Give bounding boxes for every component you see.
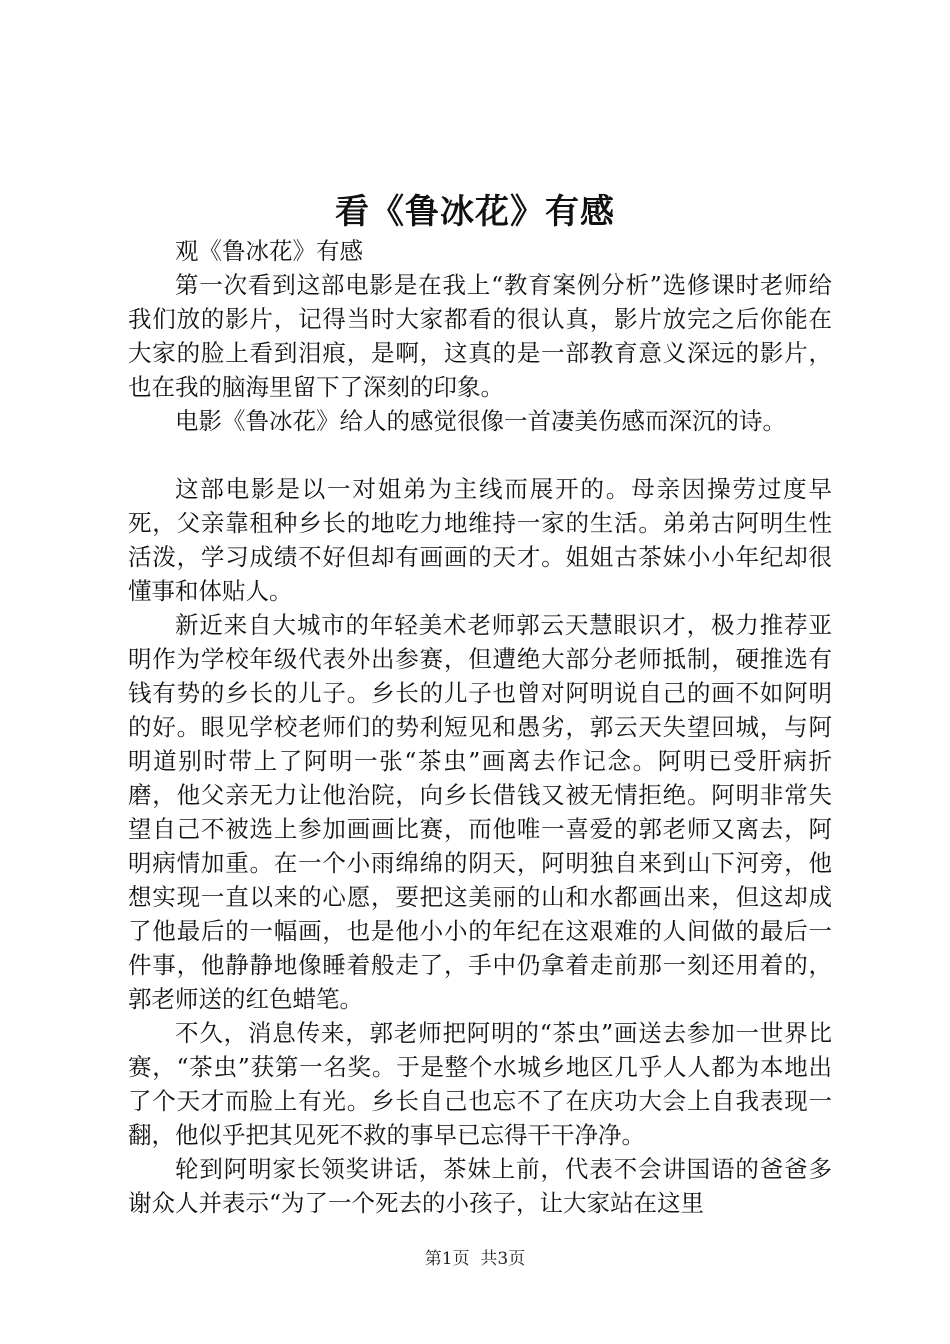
paragraph-6: 轮到阿明家长领奖讲话，茶妹上前，代表不会讲国语的爸爸多谢众人并表示“为了一个死去的小孩子，让大家站在这里 (128, 1155, 832, 1217)
document-body (128, 234, 832, 1220)
paragraph-1: 第一次看到这部电影是在我上“教育案例分析”选修课时老师给我们放的影片，记得当时大家都看的很认真，影片放完之后你能在大家的脸上看到泪痕，是啊，这真的是一部教育意义深远的影片，也在我的脑海里留下了深刻的印象。 (128, 271, 832, 401)
document-title: 看《鲁冰花》有感 (335, 192, 615, 232)
page-footer (0, 1244, 950, 1269)
page-number: 第1页 (424, 1249, 470, 1269)
paragraph-3: 这部电影是以一对姐弟为主线而展开的。母亲因操劳过度早死，父亲靠租种乡长的地吃力地维持一家的生活。弟弟古阿明生性活泼，学习成绩不好但却有画画的天才。姐姐古茶妹小小年纪却很懂事和体贴人。 (128, 475, 832, 605)
paragraph-5: 不久，消息传来，郭老师把阿明的“茶虫”画送去参加一世界比赛，“茶虫”获第一名奖。于是整个水城乡地区几乎人人都为本地出了个天才而脸上有光。乡长自己也忘不了在庆功大会上自我表现一翻，他似乎把其见死不救的事早已忘得干干净净。 (128, 1019, 832, 1149)
paragraph-subtitle: 观《鲁冰花》有感 (175, 237, 363, 265)
paragraph-4: 新近来自大城市的年轻美术老师郭云天慧眼识才，极力推荐亚明作为学校年级代表外出参赛，但遭绝大部分老师抵制，硬推选有钱有势的乡长的儿子。乡长的儿子也曾对阿明说自己的画不如阿明的好。眼见学校老师们的势利短见和愚劣，郭云天失望回城，与阿明道别时带上了阿明一张“茶虫”画离去作记念。阿明已受肝病折磨，他父亲无力让他治院，向乡长借钱又被无情拒绝。阿明非常失望自己不被选上参加画画比赛，而他唯一喜爱的郭老师又离去，阿明病情加重。在一个小雨绵绵的阴天，阿明独自来到山下河旁，他想实现一直以来的心愿，要把这美丽的山和水都画出来，但这却成了他最后的一幅画，也是他小小的年纪在这艰难的人间做的最后一件事，他静静地像睡着般走了，手中仍拿着走前那一刻还用着的，郭老师送的红色蜡笔。 (128, 611, 832, 1013)
page-total: 共3页 (480, 1249, 526, 1269)
paragraph-2: 电影《鲁冰花》给人的感觉很像一首凄美伤感而深沉的诗。 (175, 407, 786, 435)
